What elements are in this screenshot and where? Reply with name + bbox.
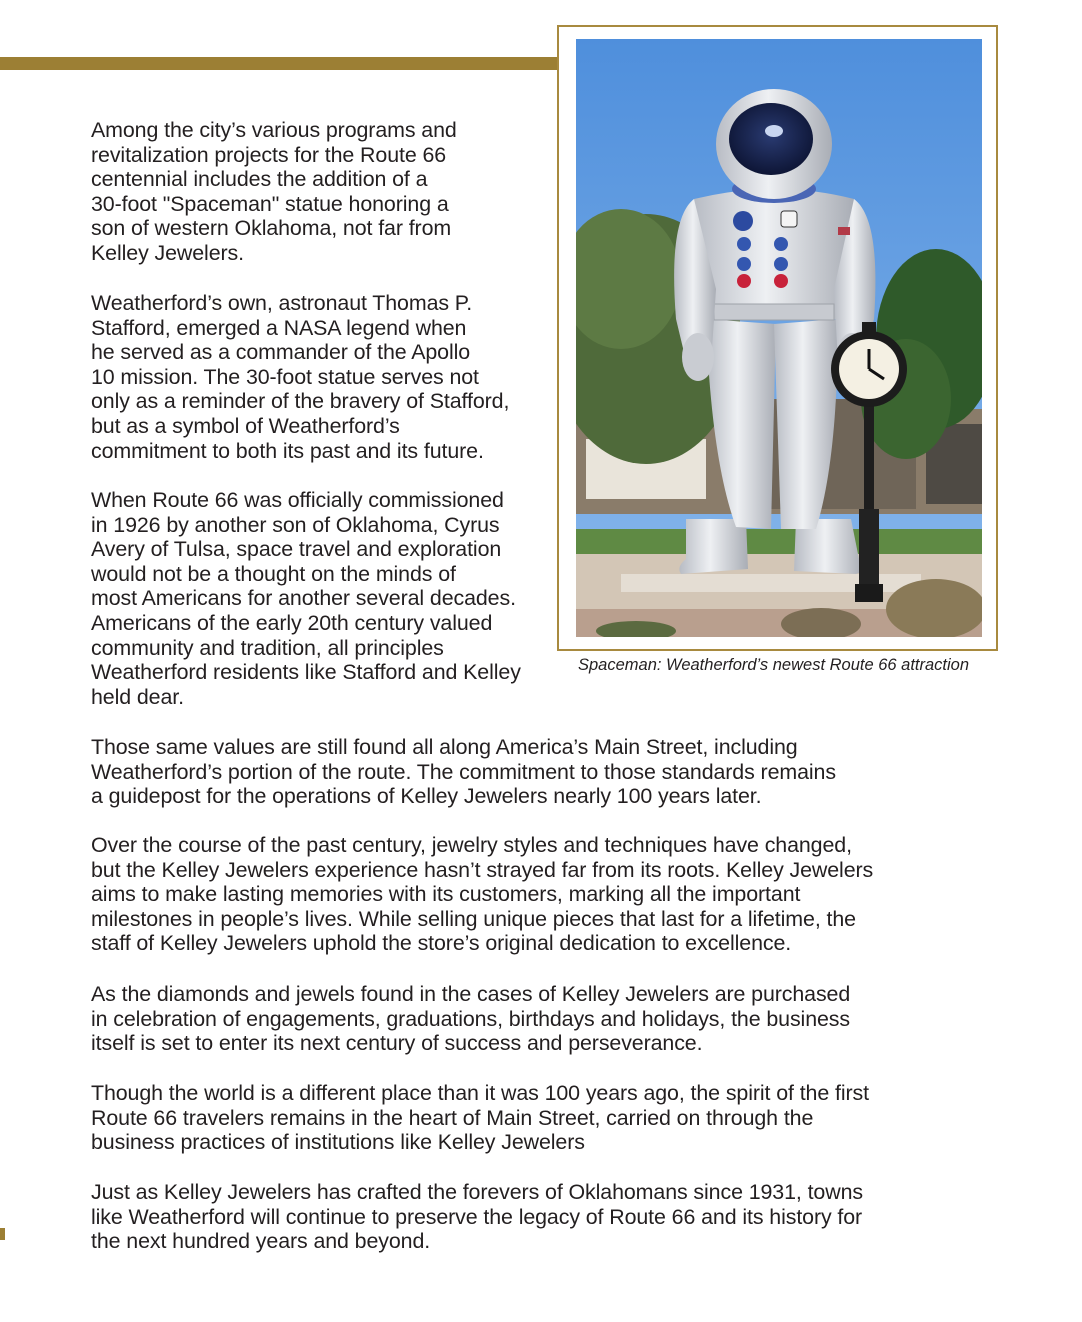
spaceman-photo (576, 39, 982, 637)
photo-frame (557, 25, 998, 651)
gold-edge-marker (0, 1228, 5, 1240)
header-gold-rule (0, 57, 557, 70)
article-paragraph: Among the city’s various programs and revitalization projects for the Route 66 centennial includes the addition of a 30-foot "Spaceman" statue honoring a son of western Oklahoma, not far from Kelley Jewelers. (91, 118, 457, 265)
article-paragraph: Though the world is a different place than it was 100 years ago, the spirit of the first Route 66 travelers remains in the heart of Main Street, carried on through the business practices of institutions like Kelley Jewelers (91, 1081, 869, 1155)
photo-caption: Spaceman: Weatherford’s newest Route 66 attraction (578, 656, 970, 674)
article-paragraph: Over the course of the past century, jewelry styles and techniques have changed, but the Kelley Jewelers experience hasn’t strayed far from its roots. Kelley Jewelers aims to make lasting memories with its customers, marking all the important milestones in people’s lives. While selling unique pieces that last for a lifetime, the staff of Kelley Jewelers uphold the store’s original dedication to excellence. (91, 833, 874, 956)
article-paragraph: Weatherford’s own, astronaut Thomas P. Stafford, emerged a NASA legend when he served as a commander of the Apollo 10 mission. The 30-foot statue serves not only as a reminder of the bravery of Stafford, but as a symbol of Weatherford’s commitment to both its past and its future. (91, 291, 510, 463)
article-paragraph: As the diamonds and jewels found in the cases of Kelley Jewelers are purchased in celebration of engagements, graduations, birthdays and holidays, the business itself is set to enter its next century of success and perseverance. (91, 982, 851, 1056)
article-paragraph: Just as Kelley Jewelers has crafted the forevers of Oklahomans since 1931, towns like Weatherford will continue to preserve the legacy of Route 66 and its history for the next hundred years and beyond. (91, 1180, 863, 1254)
article-paragraph: Those same values are still found all along America’s Main Street, including Weatherford’s portion of the route. The commitment to those standards remains a guidepost for the operations of Kelley Jewelers nearly 100 years later. (91, 735, 836, 809)
article-paragraph: When Route 66 was officially commissioned in 1926 by another son of Oklahoma, Cyrus Avery of Tulsa, space travel and exploration would not be a thought on the minds of most Americans for another several decades. Americans of the early 20th century valued community and tradition, all principles Weatherford residents like Stafford and Kelley held dear. (91, 488, 521, 709)
